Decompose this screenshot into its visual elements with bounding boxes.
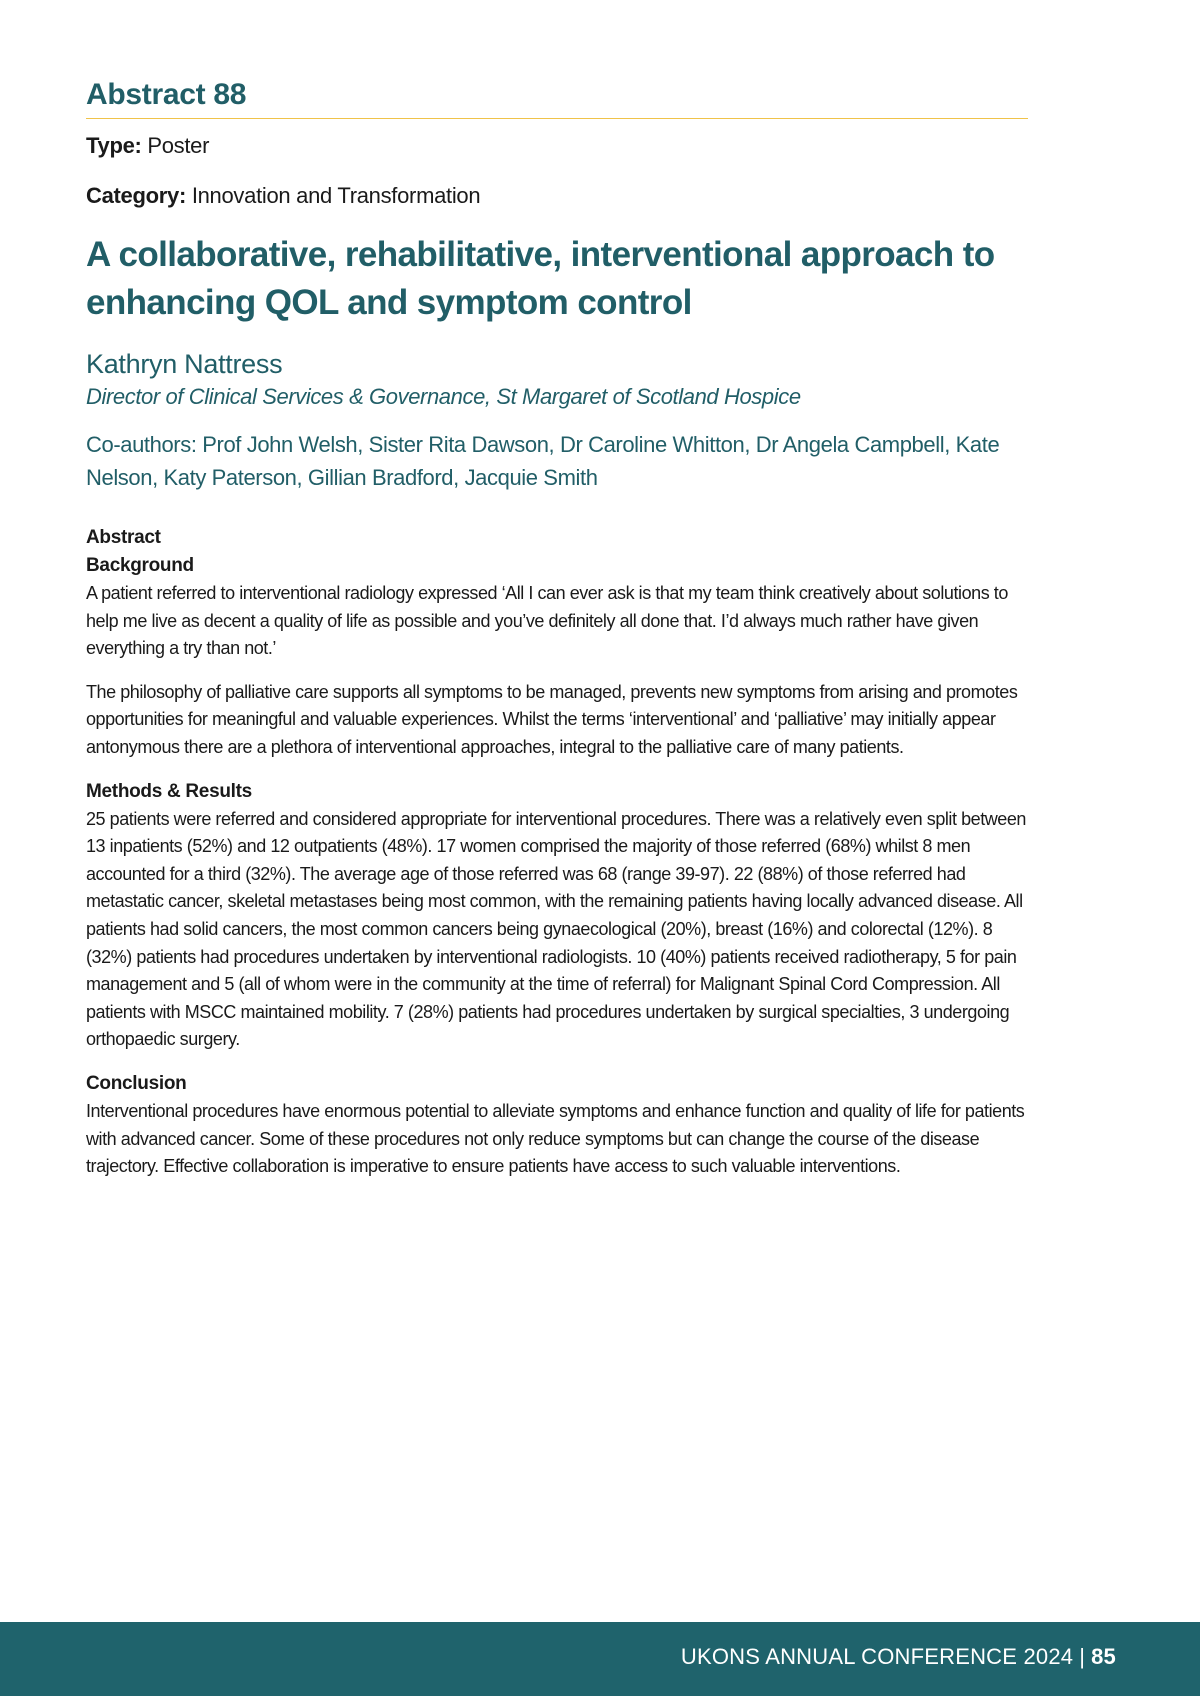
background-heading: Background: [86, 555, 194, 576]
page-footer: [0, 1622, 1200, 1696]
coauthors: Co-authors: Prof John Welsh, Sister Rita Dawson, Dr Caroline Whitton, Dr Angela Campbell, Kate Nelson, Katy Paterson, Gillian Bradford, Jacquie Smith: [86, 432, 1000, 490]
type-label: Type:: [86, 133, 142, 158]
author-role: Director of Clinical Services & Governance, St Margaret of Scotland Hospice: [86, 384, 801, 409]
conclusion-heading: Conclusion: [86, 1072, 187, 1094]
category-value: Innovation and Transformation: [191, 183, 481, 208]
page-number: 85: [1091, 1644, 1116, 1669]
methods-heading: Methods & Results: [86, 780, 252, 802]
abstract-heading: Abstract: [86, 527, 161, 548]
methods-section: [86, 778, 1028, 1054]
methods-paragraph: 25 patients were referred and considered appropriate for interventional procedures. There was a relatively even split between 13 inpatients (52%) and 12 outpatients (48%). 17 women comprised the majority of those referred (68%) whilst 8 men accounted for a third (32%). The average age of those referred was 68 (range 39-97). 22 (88%) of those referred had metastatic cancer, skeletal metastases being most common, with the remaining patients having locally advanced disease. All patients had solid cancers, the most common cancers being gynaecological (20%), breast (16%) and colorectal (12%). 8 (32%) patients had procedures undertaken by interventional radiologists. 10 (40%) patients received radiotherapy, 5 for pain management and 5 (all of whom were in the community at the time of referral) for Malignant Spinal Cord Compression. All patients with MSCC maintained mobility. 7 (28%) patients had procedures undertaken by surgical specialties, 3 undergoing orthopaedic surgery.: [86, 808, 1026, 1050]
paper-title: A collaborative, rehabilitative, interventional approach to enhancing QOL and symptom control: [86, 235, 995, 322]
conference-name: UKONS ANNUAL CONFERENCE 2024: [680, 1644, 1074, 1669]
footer-separator: |: [1079, 1644, 1086, 1669]
abstract-number: Abstract 88: [86, 78, 1028, 119]
category-label: Category:: [86, 183, 186, 208]
abstract-body: [86, 524, 1028, 1181]
background-paragraph-2: The philosophy of palliative care supports all symptoms to be managed, prevents new symptoms from arising and promotes opportunities for meaningful and valuable experiences. Whilst the terms ‘interventional’ and ‘palliative’ may initially appear antonymous there are a plethora of interventional approaches, integral to the palliative care of many patients.: [86, 681, 1018, 757]
type-line: [86, 133, 1028, 159]
conclusion-section: [86, 1070, 1028, 1181]
conclusion-paragraph: Interventional procedures have enormous potential to alleviate symptoms and enhance function and quality of life for patients with advanced cancer. Some of these procedures not only reduce symptoms but can change the course of the disease trajectory. Effective collaboration is imperative to ensure patients have access to such valuable interventions.: [86, 1100, 1025, 1177]
page-content: [86, 78, 1028, 1181]
footer-text: [681, 1644, 1116, 1670]
category-line: [86, 183, 1028, 209]
background-paragraph-1: A patient referred to interventional radiology expressed ‘All I can ever ask is that my team think creatively about solutions to help me live as decent a quality of life as possible and you’ve definitely all done that. I’d always much rather have given everything a try than not.’: [86, 583, 1008, 659]
author-name: Kathryn Nattress: [86, 349, 283, 379]
type-value: Poster: [147, 133, 210, 158]
